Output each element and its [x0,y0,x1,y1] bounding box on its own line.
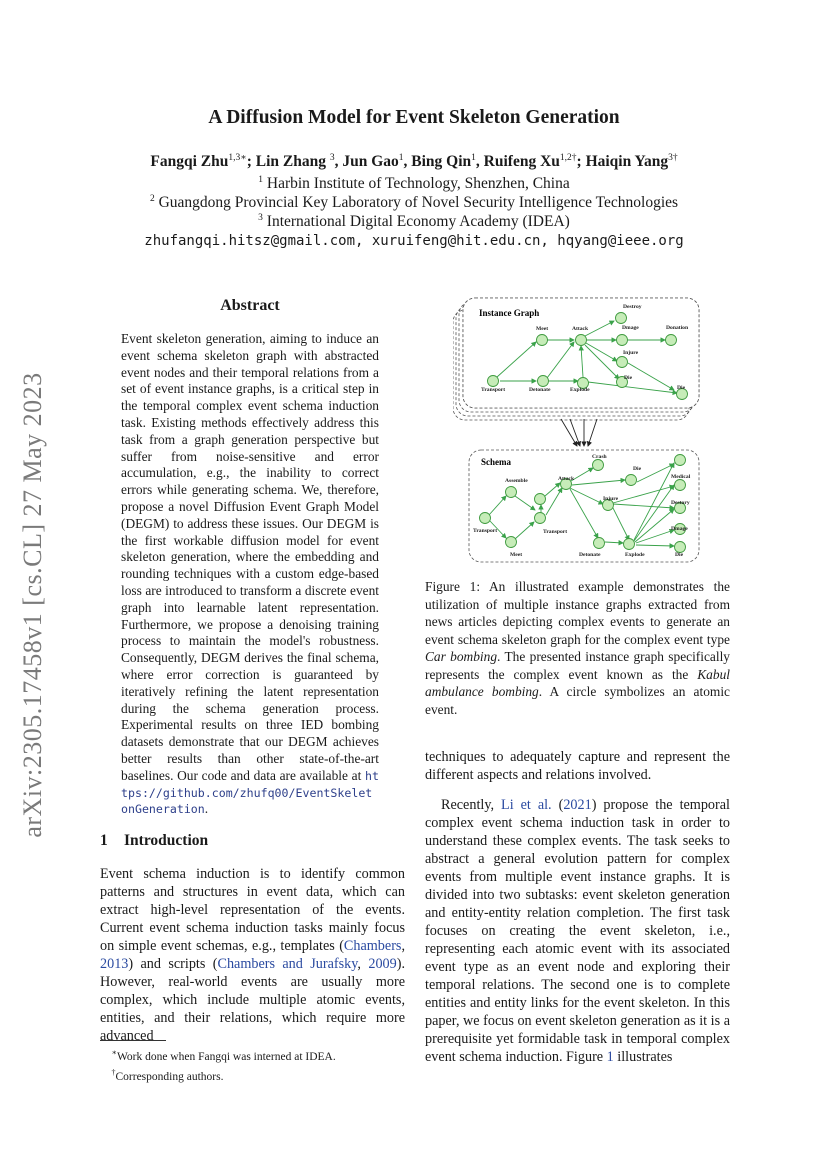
arxiv-identifier: arXiv:2305.17458v1 [cs.CL] 27 May 2023 [18,372,47,838]
intro-right-text-run: ( [551,797,564,813]
svg-text:Die: Die [633,466,642,472]
svg-text:Medical: Medical [671,474,691,480]
abstract-body: Event skeleton generation, aiming to induce an event schema skeleton graph with abstracted event nodes and their temporal relations from a set of event instance graphs, is a critical step in the temporal complex event schema induction task. Existing methods effectively address this task from a graph generation perspective but suffer from noise-sensitive and error accumulation, e.g., the inability to correct errors while generating schema. We, therefore, propose a novel Diffusion Event Graph Model (DEGM) to address these issues. Our DEGM is the first workable diffusion model for event skeleton generation, where the embedding and rounding techniques with a custom edge-based loss are introduced to transform a discrete event graph into learnable latent representation. Furthermore, we propose a denoising training process to maintain the model's robustness. Consequently, DEGM derives the final schema, where error correction is guaranteed by iteratively refining the latent representation during the schema generation process. Experimental results on three IED bombing datasets demonstrate that our DEGM achieves better results than other state-of-the-art baselines. Our code and data are available at https://github.com/zhufq00/EventSkeletonGeneration. [121,331,379,817]
intro-right-text-run: ) propose the temporal complex event schema induction task in order to understand these complex events. The task seeks to abstract a general evolution pattern for complex events from multiple event instance graphs. It is divided into two subtasks: event skeleton generation and entity-entity relation completion. The first task focuses on creating the event skeleton, i.e., representing each atomic event with its associated event type as an event node and exploring their temporal relations. The second one is to complete entities and entity links for the event skeleton. In this paper, we focus on event skeleton generation as it is a prerequisite yet formidable task in temporal complex event schema induction. Figure [425,797,730,1065]
svg-text:Detonate: Detonate [579,552,601,558]
intro-left-text-run: , [357,956,369,972]
svg-text:Injure: Injure [623,350,639,356]
intro-right-citation-link[interactable]: 2021 [563,797,592,813]
intro-left-citation-link[interactable]: 2009 [368,956,397,972]
intro-right-citation-link[interactable]: 1 [606,1049,614,1065]
figure-caption: Figure 1: An illustrated example demonstrates the utilization of multiple instance graphs extracted from news articles depicting complex events to generate an event schema skeleton graph for the complex event type Car bombing. The presented instance graph specifically represents the complex event known as the Kabul ambulance bombing. A circle symbolizes an atomic event. [425,579,731,717]
svg-text:Die: Die [675,552,684,558]
intro-right-text-run: illustrates [613,1049,673,1065]
svg-text:Injure: Injure [603,496,619,502]
svg-text:Dmage: Dmage [671,526,688,532]
svg-text:Transport: Transport [473,528,498,534]
intro-right-text-run: Recently, [441,797,502,813]
intro-left-text-run: ). However, real-world events are usually more complex, which include multiple atomic events, entities, and their relations, which require more advanced [100,956,405,1044]
author-list: Fangqi Zhu$^{1,3∗}$; Lin Zhang $^3$, Jun Gao$^1$, Bing Qin$^1$, Ruifeng $Xu^{1,2\dagger}$; Haiqin Yang$^{3\dagger}$ [150,153,678,170]
footnote-2: †Corresponding authors. [111,1067,224,1083]
svg-text:Dmage: Dmage [622,325,639,331]
intro-left-citation-link[interactable]: 2013 [100,956,129,972]
instance-graph-label: Instance Graph [479,308,540,318]
svg-text:Transport: Transport [543,529,568,535]
paper-title: A Diffusion Model for Event Skeleton Generation [208,107,620,128]
abstract-heading: Abstract [220,297,280,314]
intro-paragraph-right-1: techniques to adequately capture and represent the different aspects and relations involved. [425,749,730,783]
schema-label: Schema [481,457,511,467]
svg-text:Destroy: Destroy [623,304,642,310]
svg-text:Meet: Meet [510,552,523,558]
intro-paragraph-right-2 [425,796,730,1066]
svg-text:Crash: Crash [592,454,607,460]
schema-edges [489,463,674,546]
footnote-1: ∗Work done when Fangqi was interned at IDEA. [111,1048,336,1063]
author-1: Fangqi Zhu$^{1,3∗}$ [150,153,247,170]
schema-nodes [480,455,686,553]
svg-text:Explode: Explode [570,387,590,393]
affiliation-2: $^2$ Guangdong Provincial Key Laboratory of Novel Security Intelligence Technologies [149,194,679,211]
figure-event-graphs [453,292,703,567]
intro-right-citation-link[interactable]: Li et al. [501,797,552,813]
caption-text-run: Kabul ambulance bombing [425,666,730,699]
intro-left-text-run: Event schema induction is to identify common patterns and structures in event data, which can extract high-level representation of the events. Current event schema induction tasks mainly focus on simple event schemas, e.g., templates ( [100,866,405,954]
svg-text:Meet: Meet [536,326,549,332]
author-emails: zhufangqi.hitsz@gmail.com, xuruifeng@hit.edu.cn, hqyang@ieee.org [144,233,684,249]
intro-left-text-run: ) and scripts ( [128,956,218,972]
svg-text:Explode: Explode [625,552,645,558]
svg-text:Assemble: Assemble [505,478,528,484]
code-link[interactable]: https://github.com/zhufq00/EventSkeletonGeneration [121,768,379,817]
author-3: Jun Gao$^1$ [342,153,404,170]
intro-left-text-run: , [401,938,405,954]
svg-text:Detonate: Detonate [529,387,551,393]
svg-text:Attack: Attack [558,476,575,482]
affiliation-3: $^3$ International Digital Economy Academy (IDEA) [258,213,570,230]
intro-left-citation-link[interactable]: Chambers [343,938,402,954]
svg-text:Destory: Destory [671,500,690,506]
svg-text:Die: Die [624,375,633,381]
caption-text-run: An illustrated example demonstrates the utilization of multiple instance graphs extracted from news articles depicting complex events to generate an event schema skeleton graph for the complex event type [425,579,730,647]
affiliation-1: $^1$ Harbin Institute of Technology, Shenzhen, China [258,175,570,192]
footnotes [100,1045,400,1085]
caption-text-run: Car bombing [425,649,498,664]
caption-text-run: . The presented instance graph specifically represents the complex event known as the [425,649,731,682]
author-6: Haiqin Yang$^{3\dagger}$ [585,153,678,170]
author-2: Lin Zhang $^3$ [255,153,335,170]
caption-text-run: . A circle symbolizes an atomic event. [425,684,730,717]
section-heading-introduction: 1 Introduction [100,832,209,849]
svg-text:Donation: Donation [666,325,689,331]
author-5: Ruifeng $Xu^{1,2\dagger}$ [483,153,577,170]
footnote-rule [100,1040,166,1041]
svg-text:Transport: Transport [481,387,506,393]
intro-left-citation-link[interactable]: Chambers and Jurafsky [217,956,358,972]
intro-paragraph-left [100,865,405,1045]
aggregation-arrows [561,419,597,446]
author-4: Bing Qin$^1$ [411,153,476,170]
svg-text:Die: Die [677,385,686,391]
svg-text:Attack: Attack [572,326,589,332]
